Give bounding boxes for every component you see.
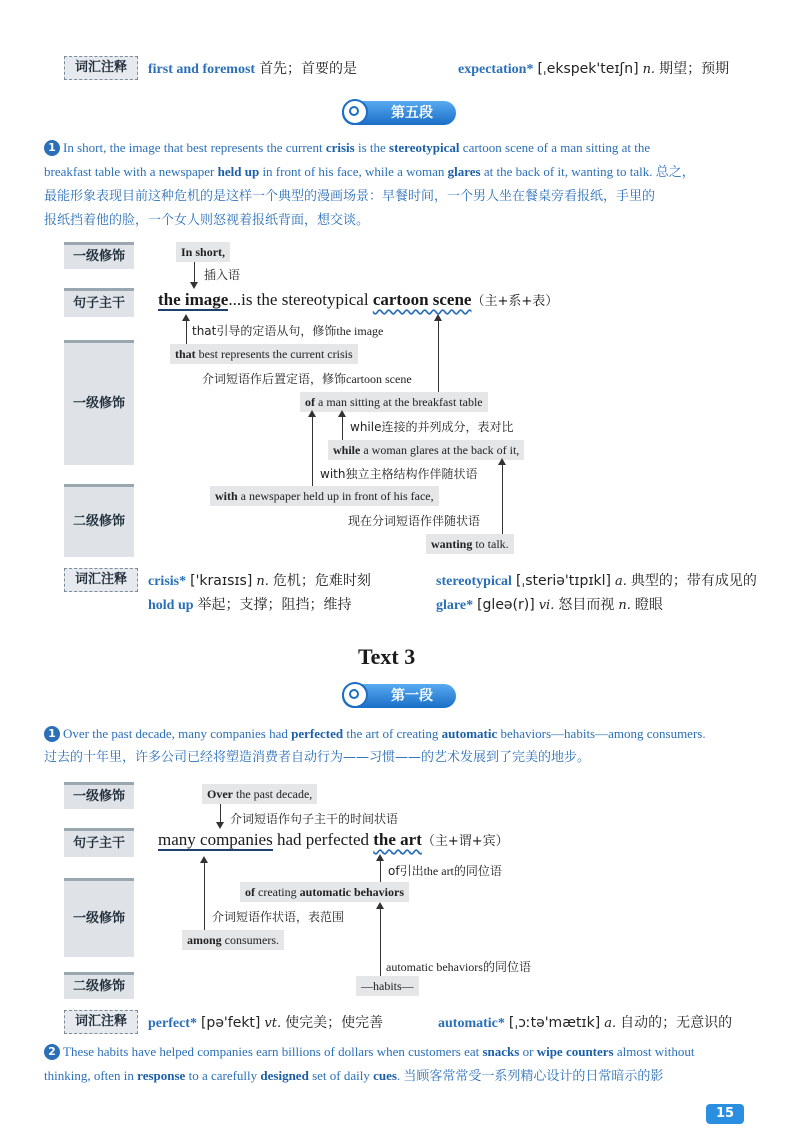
search-icon (342, 99, 368, 125)
translation: 最能形象表现目前这种危机的是这样一个典型的漫画场景：早餐时间，一个男人坐在餐桌旁看报纸，手里的 (44, 189, 656, 204)
vocab-label: 词汇注释 (64, 56, 138, 80)
connector-line (194, 262, 195, 284)
vocab-entry (438, 1012, 732, 1032)
sentence-main (158, 290, 558, 310)
vocab-word: first and foremost (148, 62, 256, 77)
section-heading (342, 101, 456, 125)
level-label: 句子主干 (64, 828, 134, 857)
vocab-pos: n. (256, 574, 269, 589)
vocab-word: perfect (148, 1016, 190, 1031)
vocab-pos: a. (615, 574, 627, 589)
modifier-box: that best represents the current crisis (170, 344, 358, 364)
keyword: wipe counters (536, 1044, 614, 1059)
vocab-meaning: 举起；支撑；阻挡；维持 (197, 597, 352, 613)
star-icon: * (526, 62, 534, 77)
connector-line (186, 318, 187, 346)
vocab-meaning: 怒目而视 (558, 597, 615, 613)
search-icon (342, 682, 368, 708)
vocab-phonetic: [ˌsteriə'tɪpɪkl] (515, 573, 612, 589)
connector-line (438, 318, 439, 392)
modifier-box: wanting to talk. (426, 534, 514, 554)
vocab-pos: n. (618, 598, 631, 613)
vocab-entry (436, 570, 757, 590)
vocab-meaning: 自动的；无意识的 (620, 1015, 733, 1031)
vocab-meaning: 典型的；带有成见的 (630, 573, 757, 589)
vocab-meaning: 使完美；使完善 (285, 1015, 384, 1031)
translation: 过去的十年里，许多公司已经将塑造消费者自动行为——习惯——的艺术发展到了完美的地步。 (44, 750, 591, 765)
vocab-pos: vi. (538, 598, 555, 613)
arrow-up-icon (338, 410, 346, 417)
vocab-word: hold up (148, 598, 194, 613)
star-icon: * (179, 574, 187, 589)
object: the art (373, 830, 422, 849)
section-title: 第五段 (391, 105, 433, 121)
paragraph-number: 2 (44, 1044, 60, 1060)
arrow-down-icon (216, 822, 224, 829)
annotation: 介词短语作后置定语，修饰cartoon scene (202, 372, 412, 386)
level-label: 一级修饰 (64, 340, 134, 465)
text: behaviors—habits—among consumers. (497, 726, 706, 741)
arrow-up-icon (434, 314, 442, 321)
vocab-phonetic: [ˌɔːtə'mætɪk] (508, 1015, 601, 1031)
star-icon: * (497, 1016, 505, 1031)
keyword: held up (217, 164, 260, 179)
text: is the (354, 140, 390, 155)
translation: 总之， (655, 165, 695, 180)
text: . (396, 1068, 404, 1083)
vocab-pos: a. (604, 1016, 617, 1031)
text-heading: Text 3 (358, 644, 416, 669)
text: to a carefully (185, 1068, 261, 1083)
keyword: crisis (325, 140, 355, 155)
structure-label: （主+谓+宾） (421, 834, 509, 849)
vocab-entry (148, 58, 357, 78)
vocab-phonetic: [pə'fekt] (200, 1015, 261, 1031)
level-label: 二级修饰 (64, 484, 134, 557)
section-heading (342, 684, 456, 708)
predicate: ...is the stereotypical (228, 290, 373, 309)
page-number: 15 (706, 1104, 744, 1124)
subject: many companies (158, 830, 273, 849)
text: or (519, 1044, 537, 1059)
arrow-up-icon (200, 856, 208, 863)
annotation: 介词短语作句子主干的时间状语 (230, 812, 399, 826)
text: almost without (613, 1044, 695, 1059)
vocab-entry (148, 570, 371, 590)
connector-line (502, 460, 503, 536)
vocab-word: expectation (458, 62, 527, 77)
connector-line (380, 858, 381, 884)
keyword: snacks (482, 1044, 520, 1059)
keyword: response (137, 1068, 186, 1083)
vocab-label: 词汇注释 (64, 568, 138, 592)
arrow-down-icon (190, 282, 198, 289)
paragraph-number: 1 (44, 726, 60, 742)
level-label: 一级修饰 (64, 782, 134, 809)
vocab-entry (148, 1012, 383, 1032)
text: at the back of it, wanting to talk. (480, 164, 656, 179)
level-label: 一级修饰 (64, 242, 134, 269)
annotation: automatic behaviors的同位语 (386, 960, 531, 974)
arrow-up-icon (498, 458, 506, 465)
vocab-word: glare (436, 598, 467, 613)
star-icon: * (466, 598, 474, 613)
sentence-main (158, 830, 509, 850)
text: in front of his face, while a woman (259, 164, 448, 179)
vocab-entry (148, 594, 352, 614)
modifier-box: of a man sitting at the breakfast table (300, 392, 488, 412)
subject: the image (158, 290, 229, 309)
keyword: stereotypical (389, 140, 460, 155)
vocab-phonetic: [gleə(r)] (477, 597, 535, 613)
paragraph-number: 1 (44, 140, 60, 156)
level-label: 句子主干 (64, 288, 134, 317)
annotation: of引出the art的同位语 (388, 864, 502, 878)
vocab-word: stereotypical (436, 574, 512, 589)
vocab-pos: n. (642, 62, 656, 77)
modifier-box: while a woman glares at the back of it, (328, 440, 524, 460)
connector-line (204, 858, 205, 930)
arrow-up-icon (376, 854, 384, 861)
vocab-label: 词汇注释 (64, 1010, 138, 1034)
level-label: 一级修饰 (64, 878, 134, 957)
annotation: with独立主格结构作伴随状语 (320, 467, 478, 481)
modifier-box: with a newspaper held up in front of his face, (210, 486, 439, 506)
vocab-meaning: 危机；危难时刻 (272, 573, 371, 589)
connector-line (312, 412, 313, 488)
vocab-phonetic: [ˌekspek'teɪʃn] (537, 61, 639, 77)
vocab-phonetic: ['kraɪsɪs] (190, 573, 253, 589)
arrow-up-icon (308, 410, 316, 417)
arrow-up-icon (376, 902, 384, 909)
text: In short, the image that best represents the current (63, 140, 326, 155)
structure-label: （主+系+表） (471, 294, 559, 309)
section-title: 第一段 (391, 688, 433, 704)
annotation: 现在分词短语作伴随状语 (348, 514, 481, 528)
paragraph (44, 1040, 756, 1089)
annotation: 插入语 (204, 268, 241, 282)
text: These habits have helped companies earn billions of dollars when customers eat (63, 1044, 483, 1059)
modifier-box (176, 242, 230, 262)
keyword: glares (447, 164, 481, 179)
paragraph (44, 136, 756, 233)
vocab-pos: vt. (264, 1016, 282, 1031)
keyword: perfected (291, 726, 344, 741)
vocab-word: crisis (148, 574, 180, 589)
annotation: 介词短语作状语，表范围 (212, 910, 345, 924)
text: Over the past decade, many companies had (63, 726, 292, 741)
text: cartoon scene of a man sitting at the (459, 140, 651, 155)
modifier-box: —habits— (356, 976, 419, 996)
text: breakfast table with a newspaper (44, 164, 218, 179)
text: set of daily (308, 1068, 374, 1083)
arrow-up-icon (182, 314, 190, 321)
text: thinking, often in (44, 1068, 138, 1083)
text: the art of creating (343, 726, 442, 741)
star-icon: * (189, 1016, 197, 1031)
modifier-box: among consumers. (182, 930, 284, 950)
vocab-word: automatic (438, 1016, 498, 1031)
paragraph (44, 722, 756, 770)
vocab-meaning: 瞪眼 (634, 597, 663, 613)
translation: 当顾客常常受一系列精心设计的日常暗示的影 (403, 1069, 664, 1084)
connector-line (380, 904, 381, 978)
keyword: designed (260, 1068, 309, 1083)
annotation: while连接的并列成分，表对比 (350, 420, 514, 434)
predicate: had perfected (272, 830, 374, 849)
annotation: that引导的定语从句，修饰the image (192, 324, 384, 338)
modifier-box: Over the past decade, (202, 784, 317, 804)
keyword: cues (373, 1068, 397, 1083)
vocab-entry (458, 58, 729, 78)
keyword: automatic (441, 726, 498, 741)
predicative: cartoon scene (372, 290, 472, 309)
modifier-box: of creating automatic behaviors (240, 882, 409, 902)
vocab-entry (436, 594, 663, 614)
translation: 报纸挡着他的脸，一个女人则怒视着报纸背面，想交谈。 (44, 213, 370, 228)
vocab-meaning: 首先；首要的是 (259, 61, 358, 77)
vocab-meaning: 期望；预期 (659, 61, 730, 77)
level-label: 二级修饰 (64, 972, 134, 999)
keyword: In short, (181, 245, 226, 259)
